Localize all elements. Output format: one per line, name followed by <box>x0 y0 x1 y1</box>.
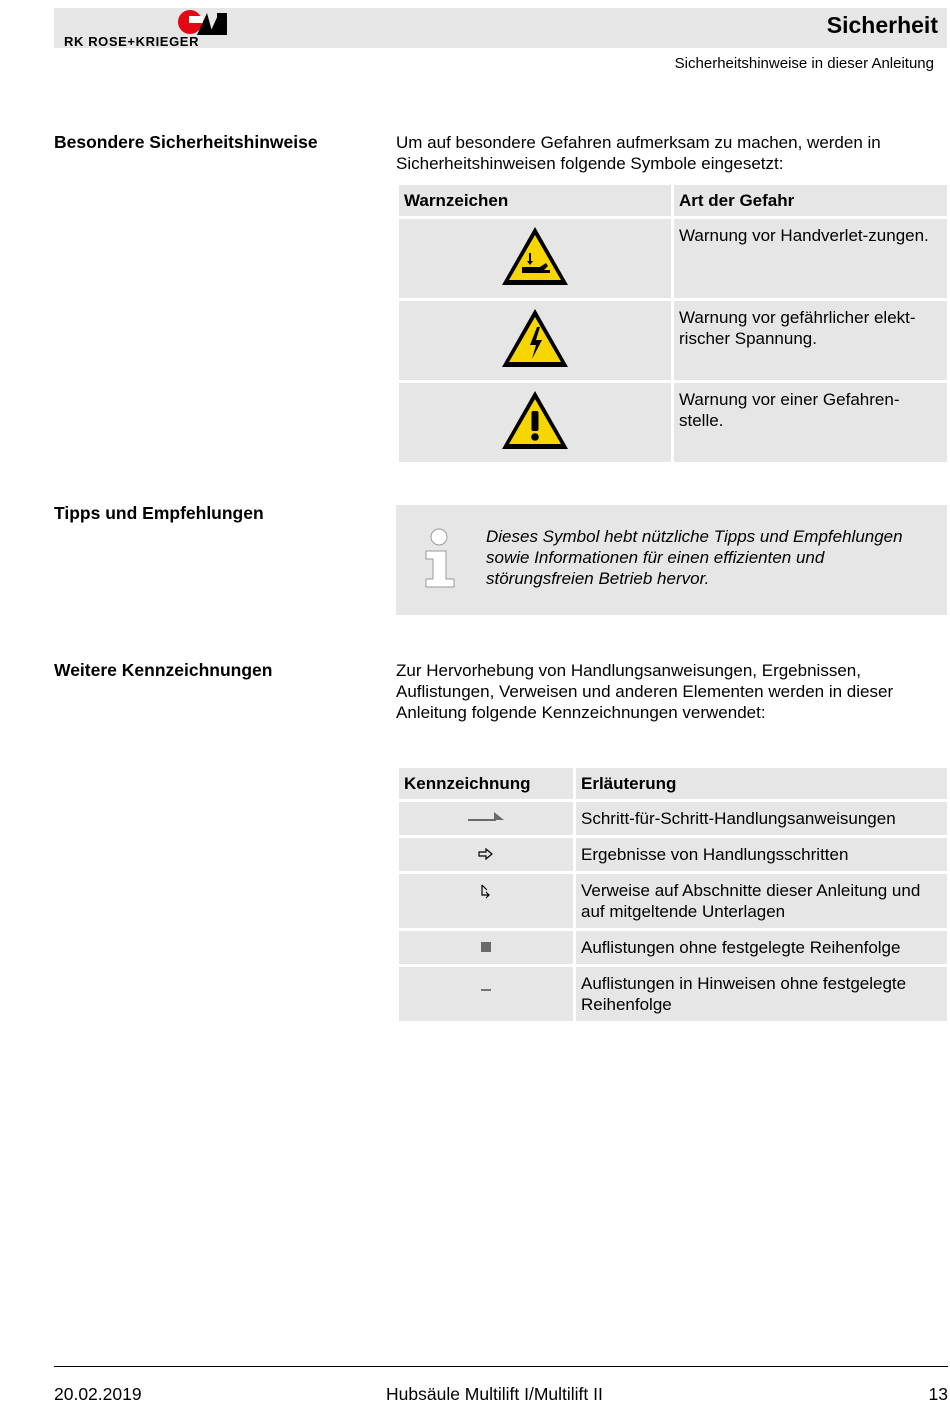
mark-symbol-cell <box>399 874 573 928</box>
mark-symbol-cell <box>399 931 573 964</box>
table-row <box>399 838 947 871</box>
footer-divider <box>54 1366 948 1367</box>
mark-symbol-cell <box>399 967 573 1021</box>
mark-description: Auflistungen in Hinweisen ohne festgelegte Reihenfolge <box>576 967 947 1021</box>
hand-injury-warning-icon <box>500 225 570 287</box>
special-notes-intro: Um auf besondere Gefahren aufmerksam zu machen, werden in Sicherheitshinweisen folgende Symbole eingesetzt: <box>396 133 881 173</box>
table-header-row <box>399 768 947 799</box>
table-row <box>399 383 947 462</box>
result-arrow-icon <box>478 848 494 860</box>
hazard-description: Warnung vor einer Gefahren-stelle. <box>674 383 947 462</box>
electrical-voltage-warning-icon <box>500 307 570 369</box>
warning-symbol-cell <box>399 301 671 380</box>
column-header: Warnzeichen <box>399 185 671 216</box>
special-notes-heading: Besondere Sicherheitshinweise <box>54 132 318 152</box>
hazard-description: Warnung vor gefährlicher elekt-rischer Spannung. <box>674 301 947 380</box>
chapter-title: Sicherheit <box>826 12 938 38</box>
warning-symbol-cell <box>399 219 671 298</box>
footer-product: Hubsäule Multilift I/Multilift II <box>386 1384 603 1404</box>
general-danger-warning-icon <box>500 389 570 451</box>
column-header: Kennzeichnung <box>399 768 573 799</box>
mark-description: Schritt-für-Schritt-Handlungsanweisungen <box>576 802 947 835</box>
table-header-row <box>399 185 947 216</box>
company-logo <box>64 9 234 51</box>
warning-symbols-table <box>396 182 950 465</box>
logo-text: RK ROSE+KRIEGER <box>64 34 200 49</box>
column-header: Art der Gefahr <box>674 185 947 216</box>
footer-date: 20.02.2019 <box>54 1384 142 1404</box>
footer-page-number: 13 <box>928 1384 948 1404</box>
dash-bullet-icon <box>480 987 492 993</box>
marks-table <box>396 765 950 1024</box>
table-row <box>399 931 947 964</box>
column-header: Erläuterung <box>576 768 947 799</box>
hazard-description: Warnung vor Handverlet-zungen. <box>674 219 947 298</box>
tip-text: Dieses Symbol hebt nützliche Tipps und Empfehlungen sowie Informationen für einen effizienten und störungsfreien Betrieb hervor. <box>486 527 903 588</box>
square-bullet-icon <box>480 941 492 953</box>
other-marks-intro: Zur Hervorhebung von Handlungsanweisungen, Ergebnissen, Auflistungen, Verweisen und anderen Elementen werden in dieser Anleitung folgende Kennzeichnungen verwendet: <box>396 661 894 722</box>
reference-icon <box>479 884 493 900</box>
table-row <box>399 802 947 835</box>
mark-description: Verweise auf Abschnitte dieser Anleitung und auf mitgeltende Unterlagen <box>576 874 947 928</box>
mark-symbol-cell <box>399 802 573 835</box>
mark-symbol-cell <box>399 838 573 871</box>
table-row <box>399 874 947 928</box>
table-row <box>399 219 947 298</box>
mark-description: Ergebnisse von Handlungsschritten <box>576 838 947 871</box>
section-subtitle: Sicherheitshinweise in dieser Anleitung <box>674 55 934 72</box>
table-row <box>399 301 947 380</box>
table-row <box>399 967 947 1021</box>
tips-heading: Tipps und Empfehlungen <box>54 503 264 523</box>
logo-mark-icon <box>177 9 229 35</box>
tip-box <box>396 505 947 615</box>
warning-symbol-cell <box>399 383 671 462</box>
mark-description: Auflistungen ohne festgelegte Reihenfolge <box>576 931 947 964</box>
other-marks-heading: Weitere Kennzeichnungen <box>54 660 273 680</box>
info-icon <box>422 527 462 589</box>
step-arrow-icon <box>466 810 506 824</box>
